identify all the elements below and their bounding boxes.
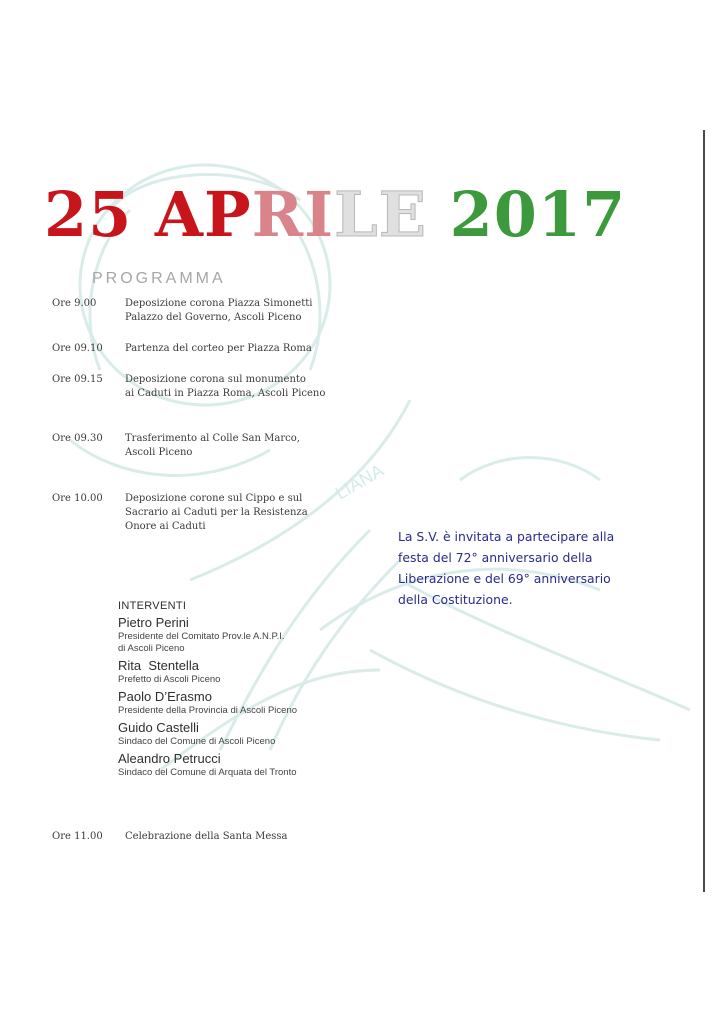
invitation-line: della Costituzione. (398, 592, 513, 607)
title-month-pale: RI (251, 178, 335, 251)
schedule-time: Ore 09.30 (52, 433, 103, 444)
right-border-line (703, 130, 705, 892)
description-line: Deposizione corona Piazza Simonetti (125, 298, 313, 309)
description-line: Partenza del corteo per Piazza Roma (125, 343, 312, 354)
speaker-name: Aleandro Petrucci (118, 751, 221, 766)
invitation-text (398, 526, 658, 610)
title-month-white: LE (334, 178, 427, 251)
speaker-role: Prefetto di Ascoli Piceno (118, 674, 221, 685)
invitation-line: festa del 72° anniversario della (398, 550, 593, 565)
speaker-role: di Ascoli Piceno (118, 643, 185, 654)
invitation-line: Liberazione e del 69° anniversario (398, 571, 611, 586)
schedule-description (125, 373, 326, 401)
title-day: 25 (44, 178, 133, 251)
speaker-role: Sindaco del Comune di Ascoli Piceno (118, 736, 276, 747)
description-line: Onore ai Caduti (125, 521, 206, 532)
speaker-name: Rita Stentella (118, 658, 199, 673)
description-line: Deposizione corona sul monumento (125, 374, 306, 385)
schedule-time: Ore 10.00 (52, 493, 103, 504)
schedule-description (125, 342, 315, 356)
speaker-role: Sindaco del Comune di Arquata del Tronto (118, 767, 297, 778)
description-line: Celebrazione della Santa Messa (125, 831, 288, 842)
interventi-section (118, 600, 297, 779)
schedule-description (125, 432, 315, 460)
schedule-time: Ore 9.00 (52, 298, 97, 309)
schedule-time: Ore 09.15 (52, 374, 103, 385)
speaker-role: Presidente della Provincia di Ascoli Piceno (118, 705, 298, 716)
description-line: Deposizione corone sul Cippo e sul (125, 493, 303, 504)
event-title (44, 178, 626, 251)
speaker-name: Pietro Perini (118, 615, 189, 630)
schedule-description (125, 830, 315, 844)
watermark-text: LIANA (332, 460, 388, 504)
speaker-name: Paolo D’Erasmo (118, 689, 212, 704)
title-month-red: AP (154, 178, 252, 251)
description-line: Trasferimento al Colle San Marco, (125, 433, 300, 444)
interventi-heading: INTERVENTI (118, 600, 187, 612)
speaker-role: Presidente del Comitato Prov.le A.N.P.I. (118, 631, 285, 642)
schedule-time: Ore 09.10 (52, 343, 103, 354)
schedule-description (125, 492, 315, 534)
schedule-time: Ore 11.00 (52, 831, 103, 842)
invitation-line: La S.V. è invitata a partecipare alla (398, 529, 615, 544)
schedule-description (125, 297, 315, 325)
description-line: ai Caduti in Piazza Roma, Ascoli Piceno (125, 388, 326, 399)
description-line: Sacrario ai Caduti per la Resistenza (125, 507, 308, 518)
programma-heading: PROGRAMMA (92, 270, 226, 287)
description-line: Palazzo del Governo, Ascoli Piceno (125, 312, 302, 323)
speaker-name: Guido Castelli (118, 720, 199, 735)
title-year: 2017 (449, 178, 627, 251)
description-line: Ascoli Piceno (125, 447, 193, 458)
